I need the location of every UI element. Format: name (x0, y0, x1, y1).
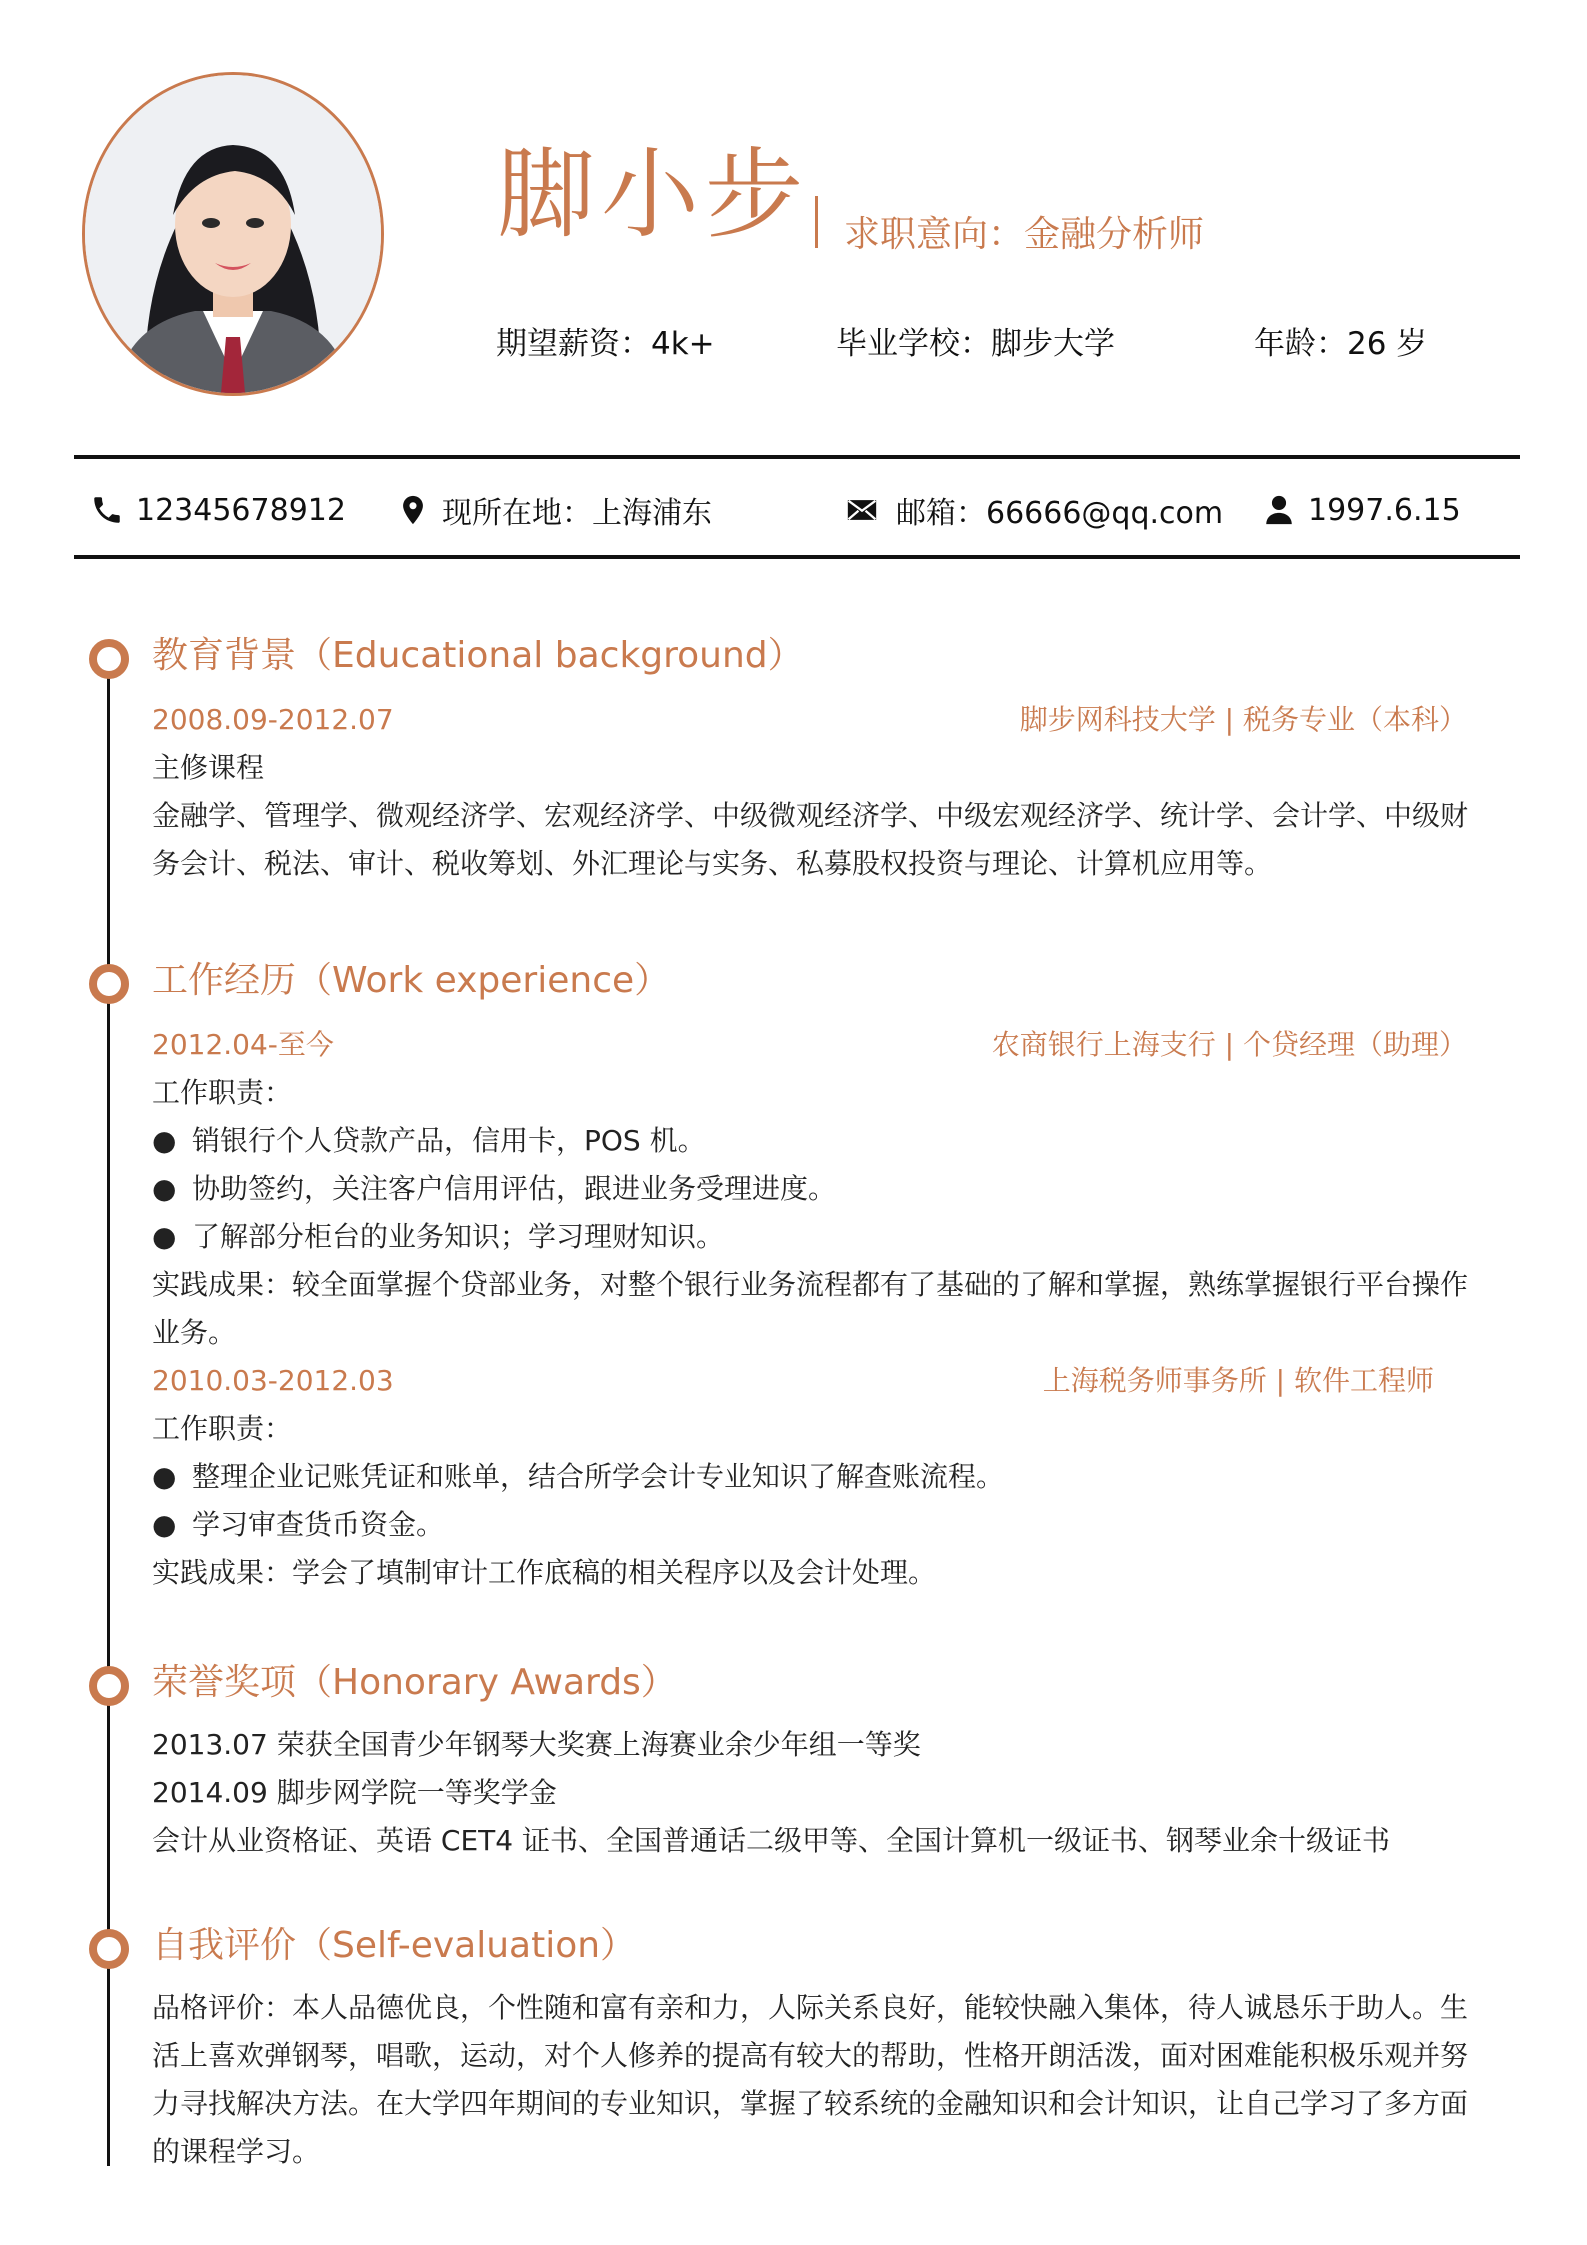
self-eval-text: 品格评价：本人品德优良，个性随和富有亲和力，人际关系良好，能较快融入集体，待人诚恳乐于助人。生活上喜欢弹钢琴，唱歌，运动，对个人修养的提高有较大的帮助，性格开朗活泼，面对困难能积极乐观并努力寻找解决方法。在大学四年期间的专业知识，掌握了较系统的金融知识和会计知识，让自己学习了多方面的课程学习。 (152, 1991, 1469, 2168)
name-divider (815, 196, 818, 248)
duty-text: 整理企业记账凭证和账单，结合所学会计专业知识了解查账流程。 (192, 1460, 1005, 1493)
duty-text: 销银行个人贷款产品，信用卡，POS 机。 (192, 1124, 706, 1157)
graduate-school: 毕业学校：脚步大学 (836, 326, 1115, 362)
job-2-duty: ● 学习审查货币资金。 (152, 1508, 445, 1541)
education-dot (89, 639, 129, 679)
phone-number: 12345678912 (136, 492, 346, 528)
profile-photo (82, 72, 384, 396)
self-eval-title: 自我评价（Self-evaluation） (152, 1925, 637, 1966)
award-item: 2014.09 脚步网学院一等奖学金 (152, 1776, 557, 1809)
job-intent: 求职意向：金融分析师 (844, 214, 1205, 255)
duty-text: 了解部分柜台的业务知识；学习理财知识。 (192, 1220, 725, 1253)
contact-email (840, 488, 1223, 532)
duty-text: 学习审查货币资金。 (192, 1508, 445, 1541)
expected-salary: 期望薪资：4k+ (496, 326, 715, 362)
awards-dot (89, 1666, 129, 1706)
duty-text: 协助签约，关注客户信用评估，跟进业务受理进度。 (192, 1172, 837, 1205)
job-1-period: 2012.04-至今 (152, 1028, 334, 1061)
phone-icon (90, 493, 124, 527)
job-2-period: 2010.03-2012.03 (152, 1364, 394, 1397)
awards-title: 荣誉奖项（Honorary Awards） (152, 1662, 677, 1703)
birthday-text: 1997.6.15 (1308, 492, 1461, 528)
job-2-org: 上海税务师事务所 | 软件工程师 (1042, 1364, 1434, 1397)
contact-bottom-rule (74, 555, 1520, 559)
contact-location (396, 488, 712, 532)
self-eval-dot (89, 1929, 129, 1969)
location-pin-icon (396, 493, 430, 527)
contact-top-rule (74, 455, 1520, 459)
job-1-result: 实践成果：较全面掌握个贷部业务，对整个银行业务流程都有了基础的了解和掌握，熟练掌握银行平台操作业务。 (152, 1268, 1469, 1349)
email-text: 邮箱：66666@qq.com (896, 496, 1224, 531)
contact-birthday (1262, 488, 1461, 532)
location-text: 现所在地：上海浦东 (442, 496, 712, 531)
job-2-duty: ● 整理企业记账凭证和账单，结合所学会计专业知识了解查账流程。 (152, 1460, 1005, 1493)
work-title: 工作经历（Work experience） (152, 960, 671, 1001)
contact-phone (90, 488, 346, 532)
courses-label: 主修课程 (152, 751, 265, 784)
portrait-illustration (85, 75, 381, 393)
job-1-duty: ● 协助签约，关注客户信用评估，跟进业务受理进度。 (152, 1172, 837, 1205)
job-2-result: 实践成果：学会了填制审计工作底稿的相关程序以及会计处理。 (152, 1556, 937, 1589)
education-title: 教育背景（Educational background） (152, 635, 804, 676)
award-item: 2013.07 荣获全国青少年钢琴大奖赛上海赛业余少年组一等奖 (152, 1728, 921, 1761)
envelope-icon (840, 493, 884, 527)
person-icon (1262, 493, 1296, 527)
job-1-duty: ● 了解部分柜台的业务知识；学习理财知识。 (152, 1220, 725, 1253)
job-1-duty-label: 工作职责： (152, 1076, 293, 1109)
award-item: 会计从业资格证、英语 CET4 证书、全国普通话二级甲等、全国计算机一级证书、钢琴业余十级证书 (152, 1824, 1390, 1857)
candidate-name: 脚小步 (497, 138, 810, 252)
education-period: 2008.09-2012.07 (152, 703, 394, 736)
courses-text: 金融学、管理学、微观经济学、宏观经济学、中级微观经济学、中级宏观经济学、统计学、会计学、中级财务会计、税法、审计、税收筹划、外汇理论与实务、私募股权投资与理论、计算机应用等。 (152, 799, 1469, 880)
work-dot (89, 964, 129, 1004)
job-2-duty-label: 工作职责： (152, 1412, 293, 1445)
age: 年龄：26 岁 (1254, 326, 1428, 362)
job-1-org: 农商银行上海支行 | 个贷经理（助理） (991, 1028, 1467, 1061)
education-institution: 脚步网科技大学 | 税务专业（本科） (1019, 703, 1467, 736)
job-1-duty: ● 销银行个人贷款产品，信用卡，POS 机。 (152, 1124, 706, 1157)
